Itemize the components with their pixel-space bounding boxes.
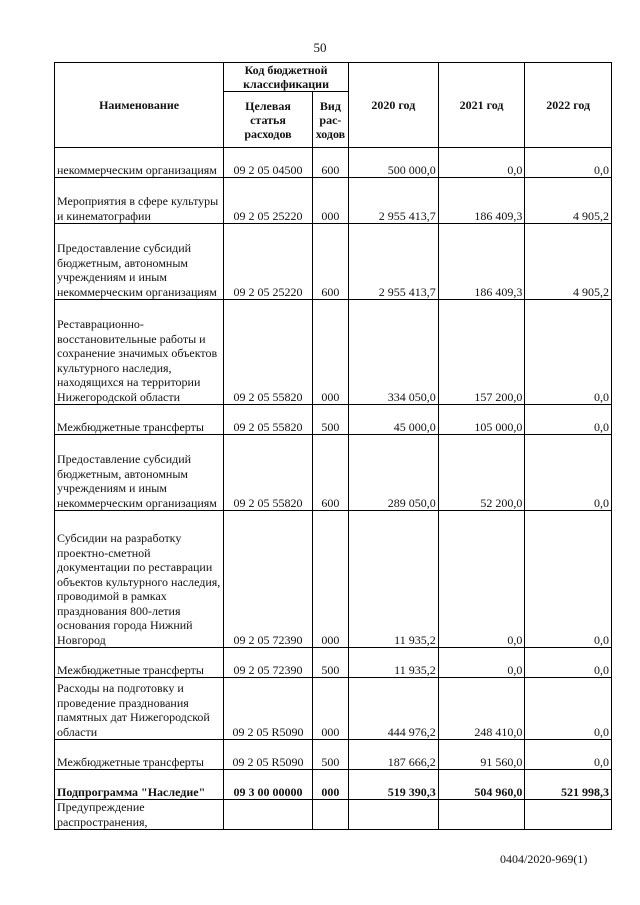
header-year-2022: 2022 год — [525, 63, 612, 148]
row-name: Субсидии на разработку проектно-сметной документации по реставрации объектов культурного наследия, проводимой в рамках празднования 800-летия основания города Нижний Новгород — [55, 511, 224, 648]
row-target-code: 09 2 05 72390 — [224, 648, 313, 678]
table-row — [55, 678, 612, 740]
row-expense-kind: 600 — [312, 435, 348, 511]
row-amount-2020 — [348, 800, 438, 830]
row-expense-kind: 000 — [312, 770, 348, 800]
row-expense-kind: 600 — [312, 148, 348, 178]
row-amount-2020: 11 935,2 — [348, 648, 438, 678]
row-target-code: 09 2 05 R5090 — [224, 678, 313, 740]
row-amount-2022: 0,0 — [525, 405, 612, 435]
document-code: 0404/2020-969(1) — [500, 852, 588, 866]
row-amount-2021: 186 409,3 — [438, 224, 525, 300]
row-expense-kind: 600 — [312, 224, 348, 300]
row-amount-2021: 0,0 — [438, 648, 525, 678]
table-row — [55, 435, 612, 511]
row-expense-kind: 000 — [312, 678, 348, 740]
row-name: Межбюджетные трансферты — [55, 740, 224, 770]
row-amount-2022 — [525, 800, 612, 830]
budget-table — [54, 62, 612, 830]
row-expense-kind — [312, 800, 348, 830]
row-amount-2021: 52 200,0 — [438, 435, 525, 511]
row-expense-kind: 000 — [312, 178, 348, 224]
row-amount-2022: 521 998,3 — [525, 770, 612, 800]
header-year-2020: 2020 год — [348, 63, 438, 148]
header-expense-kind: Вид рас-ходов — [312, 92, 348, 148]
row-amount-2021: 248 410,0 — [438, 678, 525, 740]
row-expense-kind: 000 — [312, 300, 348, 405]
header-name: Наименование — [55, 63, 224, 148]
row-amount-2022: 0,0 — [525, 300, 612, 405]
row-target-code — [224, 800, 313, 830]
row-expense-kind: 500 — [312, 740, 348, 770]
row-amount-2020: 2 955 413,7 — [348, 178, 438, 224]
row-amount-2021 — [438, 800, 525, 830]
page-number: 50 — [313, 40, 327, 55]
table-row — [55, 648, 612, 678]
row-amount-2021: 105 000,0 — [438, 405, 525, 435]
row-name: Реставрационно-восстановительные работы и сохранение значимых объектов культурного наследия, находящихся на территории Нижегородской области — [55, 300, 224, 405]
row-name: Предоставление субсидий бюджетным, автономным учреждениям и иным некоммерческим организациям — [55, 224, 224, 300]
row-expense-kind: 500 — [312, 648, 348, 678]
row-name: Подпрограмма "Наследие" — [55, 770, 224, 800]
row-amount-2022: 0,0 — [525, 511, 612, 648]
row-name: Межбюджетные трансферты — [55, 405, 224, 435]
table-row — [55, 511, 612, 648]
table-body — [55, 148, 612, 830]
table-row — [55, 740, 612, 770]
row-amount-2020: 2 955 413,7 — [348, 224, 438, 300]
row-amount-2021: 186 409,3 — [438, 178, 525, 224]
row-amount-2021: 91 560,0 — [438, 740, 525, 770]
row-amount-2020: 11 935,2 — [348, 511, 438, 648]
row-amount-2022: 0,0 — [525, 148, 612, 178]
table-row — [55, 800, 612, 830]
header-year-2021: 2021 год — [438, 63, 525, 148]
row-target-code: 09 2 05 55820 — [224, 405, 313, 435]
row-target-code: 09 2 05 72390 — [224, 511, 313, 648]
table-row — [55, 148, 612, 178]
row-name: Расходы на подготовку и проведение празднования памятных дат Нижегородской области — [55, 678, 224, 740]
header-target-article: Целевая статья расходов — [224, 92, 313, 148]
row-target-code: 09 2 05 04500 — [224, 148, 313, 178]
row-amount-2021: 0,0 — [438, 511, 525, 648]
table-row — [55, 178, 612, 224]
row-expense-kind: 000 — [312, 511, 348, 648]
row-target-code: 09 2 05 R5090 — [224, 740, 313, 770]
row-amount-2020: 187 666,2 — [348, 740, 438, 770]
row-target-code: 09 2 05 55820 — [224, 300, 313, 405]
row-amount-2022: 0,0 — [525, 435, 612, 511]
row-amount-2022: 0,0 — [525, 648, 612, 678]
row-expense-kind: 500 — [312, 405, 348, 435]
row-name: некоммерческим организациям — [55, 148, 224, 178]
table-row — [55, 224, 612, 300]
row-amount-2020: 334 050,0 — [348, 300, 438, 405]
row-amount-2022: 4 905,2 — [525, 178, 612, 224]
row-amount-2020: 45 000,0 — [348, 405, 438, 435]
row-target-code: 09 2 05 25220 — [224, 224, 313, 300]
row-amount-2020: 289 050,0 — [348, 435, 438, 511]
row-target-code: 09 2 05 55820 — [224, 435, 313, 511]
row-amount-2022: 0,0 — [525, 740, 612, 770]
row-name: Межбюджетные трансферты — [55, 648, 224, 678]
row-amount-2021: 0,0 — [438, 148, 525, 178]
table-row — [55, 770, 612, 800]
row-name: Мероприятия в сфере культуры и кинематографии — [55, 178, 224, 224]
row-amount-2021: 504 960,0 — [438, 770, 525, 800]
row-target-code: 09 3 00 00000 — [224, 770, 313, 800]
row-amount-2022: 0,0 — [525, 678, 612, 740]
row-amount-2022: 4 905,2 — [525, 224, 612, 300]
row-amount-2020: 500 000,0 — [348, 148, 438, 178]
row-target-code: 09 2 05 25220 — [224, 178, 313, 224]
header-code-group: Код бюджетной классификации — [224, 63, 349, 92]
table-row — [55, 405, 612, 435]
row-name: Предоставление субсидий бюджетным, автономным учреждениям и иным некоммерческим организациям — [55, 435, 224, 511]
row-amount-2020: 519 390,3 — [348, 770, 438, 800]
row-amount-2021: 157 200,0 — [438, 300, 525, 405]
row-amount-2020: 444 976,2 — [348, 678, 438, 740]
table-row — [55, 300, 612, 405]
row-name: Предупреждение распространения, — [55, 800, 224, 830]
